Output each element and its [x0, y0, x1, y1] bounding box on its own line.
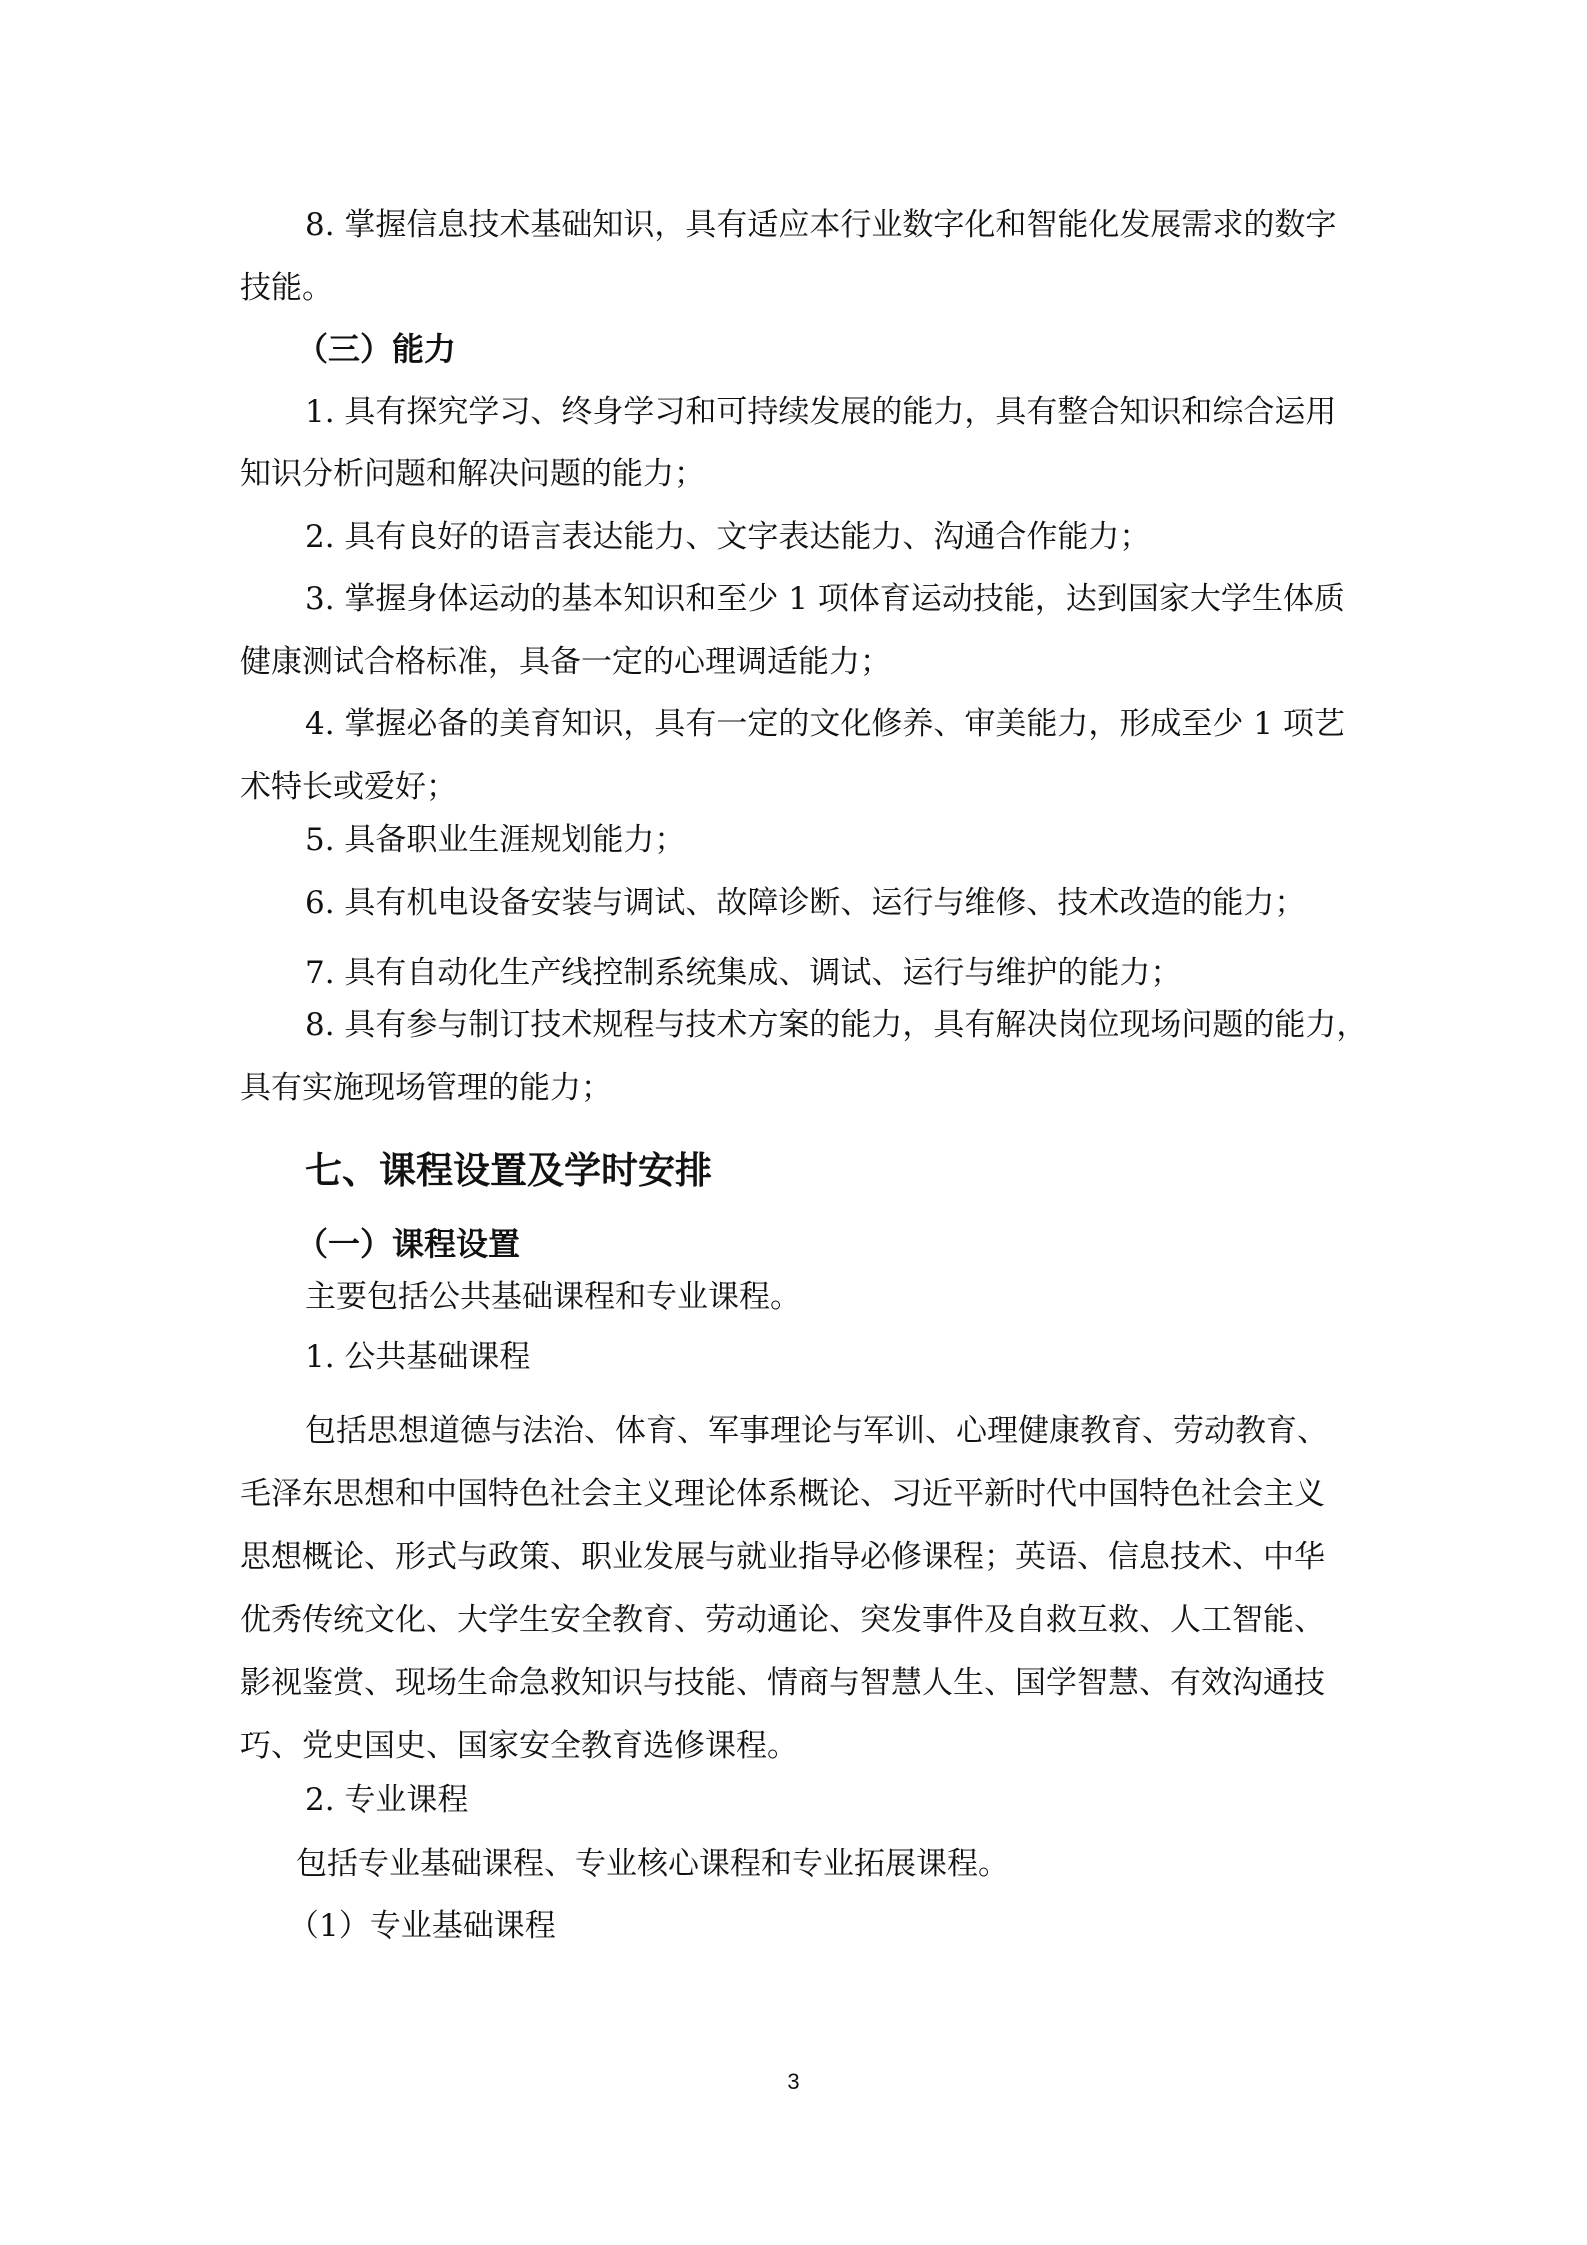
public-courses-heading: 1. 公共基础课程: [305, 1339, 531, 1375]
public-courses-line-6: 巧、党史国史、国家安全教育选修课程。: [240, 1728, 798, 1764]
ability-item-4-line-2: 术特长或爱好；: [240, 769, 457, 805]
ability-item-2: 2. 具有良好的语言表达能力、文字表达能力、沟通合作能力；: [305, 519, 1151, 555]
ability-item-7: 7. 具有自动化生产线控制系统集成、调试、运行与维护的能力；: [305, 955, 1182, 991]
public-courses-line-1: 包括思想道德与法治、体育、军事理论与军训、心理健康教育、劳动教育、: [305, 1413, 1328, 1449]
ability-item-8-line-1: 8. 具有参与制订技术规程与技术方案的能力，具有解决岗位现场问题的能力，: [305, 1007, 1368, 1043]
section-7-title: 七、课程设置及学时安排: [305, 1148, 712, 1192]
course-setting-heading: （一）课程设置: [296, 1225, 521, 1263]
professional-courses-heading: 2. 专业课程: [305, 1782, 469, 1818]
ability-item-6: 6. 具有机电设备安装与调试、故障诊断、运行与维修、技术改造的能力；: [305, 885, 1306, 921]
public-courses-line-5: 影视鉴赏、现场生命急救知识与技能、情商与智慧人生、国学智慧、有效沟通技: [240, 1665, 1325, 1701]
public-courses-line-4: 优秀传统文化、大学生安全教育、劳动通论、突发事件及自救互救、人工智能、: [240, 1602, 1325, 1638]
professional-courses-intro: 包括专业基础课程、专业核心课程和专业拓展课程。: [296, 1846, 1009, 1882]
knowledge-item-8-line-1: 8. 掌握信息技术基础知识，具有适应本行业数字化和智能化发展需求的数字: [305, 207, 1337, 243]
public-courses-line-2: 毛泽东思想和中国特色社会主义理论体系概论、习近平新时代中国特色社会主义: [240, 1476, 1325, 1512]
ability-item-5: 5. 具备职业生涯规划能力；: [305, 822, 686, 858]
ability-item-1-line-2: 知识分析问题和解决问题的能力；: [240, 456, 705, 492]
ability-item-1-line-1: 1. 具有探究学习、终身学习和可持续发展的能力，具有整合知识和综合运用: [305, 394, 1337, 430]
ability-item-4-line-1: 4. 掌握必备的美育知识，具有一定的文化修养、审美能力，形成至少 1 项艺: [305, 706, 1345, 742]
public-courses-line-3: 思想概论、形式与政策、职业发展与就业指导必修课程；英语、信息技术、中华: [240, 1539, 1325, 1575]
ability-item-8-line-2: 具有实施现场管理的能力；: [240, 1070, 612, 1106]
course-setting-intro: 主要包括公共基础课程和专业课程。: [305, 1279, 801, 1315]
knowledge-item-8-line-2: 技能。: [240, 270, 333, 306]
ability-item-3-line-2: 健康测试合格标准，具备一定的心理调适能力；: [240, 644, 891, 680]
basic-courses-heading: （1）专业基础课程: [288, 1908, 556, 1944]
ability-heading: （三）能力: [296, 330, 457, 368]
page-number: 3: [787, 2069, 800, 2094]
ability-item-3-line-1: 3. 掌握身体运动的基本知识和至少 1 项体育运动技能，达到国家大学生体质: [305, 581, 1345, 617]
